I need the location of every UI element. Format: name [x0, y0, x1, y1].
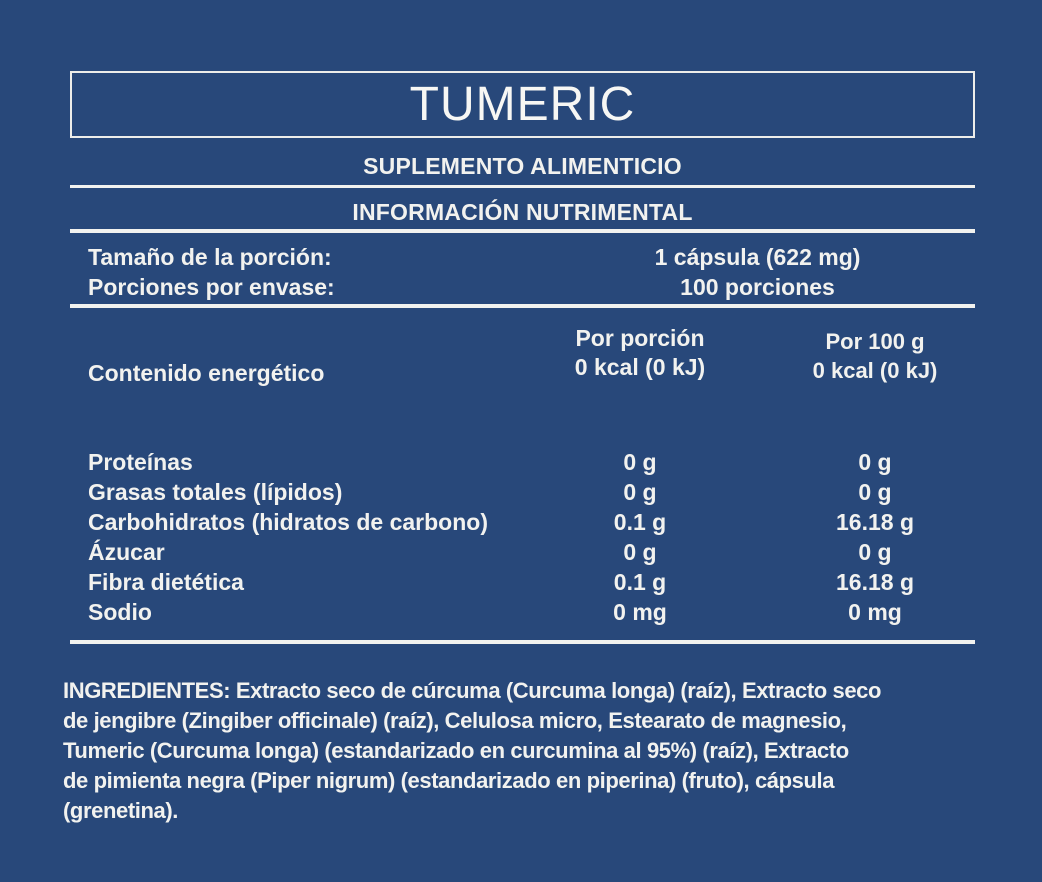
per-serving-energy-value: 0 kcal (0 kJ) — [574, 354, 706, 380]
nutrient-per-serving: 0 g — [623, 448, 657, 475]
nutrient-name: Ázucar — [88, 538, 165, 565]
supplement-type-label: SUPLEMENTO ALIMENTICIO — [363, 153, 682, 179]
divider-header — [70, 229, 975, 233]
ingredients-line: de pimienta negra (Piper nigrum) (estandarizado en piperina) (fruto), cápsula — [63, 768, 835, 793]
per-serving-column-header — [540, 324, 740, 382]
servings-per-container-row — [70, 272, 975, 302]
table-row-dietary-fiber — [70, 567, 975, 597]
nutrient-per-100g: 0 g — [858, 478, 892, 505]
per-100g-energy-value: 0 kcal (0 kJ) — [812, 358, 938, 383]
product-title-box — [70, 71, 975, 138]
nutrient-per-serving: 0 mg — [613, 598, 667, 625]
nutrient-per-serving: 0 g — [623, 478, 657, 505]
per-100g-column-header — [775, 327, 975, 385]
nutrient-per-100g: 0 mg — [848, 598, 902, 625]
divider-bottom — [70, 640, 975, 644]
nutrient-name: Fibra dietética — [88, 568, 244, 595]
nutrition-facts-title: INFORMACIÓN NUTRIMENTAL — [352, 199, 693, 225]
divider-serving — [70, 304, 975, 308]
nutrient-name: Proteínas — [88, 448, 193, 475]
serving-info — [70, 242, 975, 302]
nutrient-per-100g: 16.18 g — [836, 508, 914, 535]
energy-content-label: Contenido energético — [88, 360, 325, 386]
nutrient-name: Grasas totales (lípidos) — [88, 478, 343, 505]
ingredients-line: Tumeric (Curcuma longa) (estandarizado en curcumina al 95%) (raíz), Extracto — [63, 738, 849, 763]
table-row-carbohydrates — [70, 507, 975, 537]
table-row-sodium — [70, 597, 975, 627]
serving-size-label: Tamaño de la porción: — [88, 243, 332, 270]
divider-top — [70, 185, 975, 188]
serving-size-row — [70, 242, 975, 272]
serving-size-value: 1 cápsula (622 mg) — [654, 243, 861, 270]
nutrient-per-100g: 16.18 g — [836, 568, 914, 595]
nutrient-name: Sodio — [88, 598, 152, 625]
nutrient-per-serving: 0.1 g — [613, 568, 667, 595]
product-title: TUMERIC — [409, 78, 636, 131]
servings-per-container-value: 100 porciones — [680, 273, 835, 300]
table-row-total-fat — [70, 477, 975, 507]
table-row-proteins — [70, 447, 975, 477]
nutrient-table — [70, 447, 975, 627]
ingredients-paragraph — [63, 676, 979, 826]
nutrient-name: Carbohidratos (hidratos de carbono) — [88, 508, 488, 535]
per-serving-header-text: Por porción — [575, 325, 705, 351]
ingredients-line: INGREDIENTES: Extracto seco de cúrcuma (Curcuma longa) (raíz), Extracto seco — [63, 678, 882, 703]
nutrient-per-100g: 0 g — [858, 538, 892, 565]
servings-per-container-label: Porciones por envase: — [88, 273, 335, 300]
per-100g-header-text: Por 100 g — [825, 329, 925, 354]
ingredients-line: (grenetina). — [63, 798, 178, 823]
nutrient-per-serving: 0 g — [623, 538, 657, 565]
energy-header-block — [70, 324, 975, 446]
ingredients-line: de jengibre (Zingiber officinale) (raíz), Celulosa micro, Estearato de magnesio, — [63, 708, 847, 733]
nutrient-per-serving: 0.1 g — [613, 508, 667, 535]
nutrient-per-100g: 0 g — [858, 448, 892, 475]
table-row-sugar — [70, 537, 975, 567]
